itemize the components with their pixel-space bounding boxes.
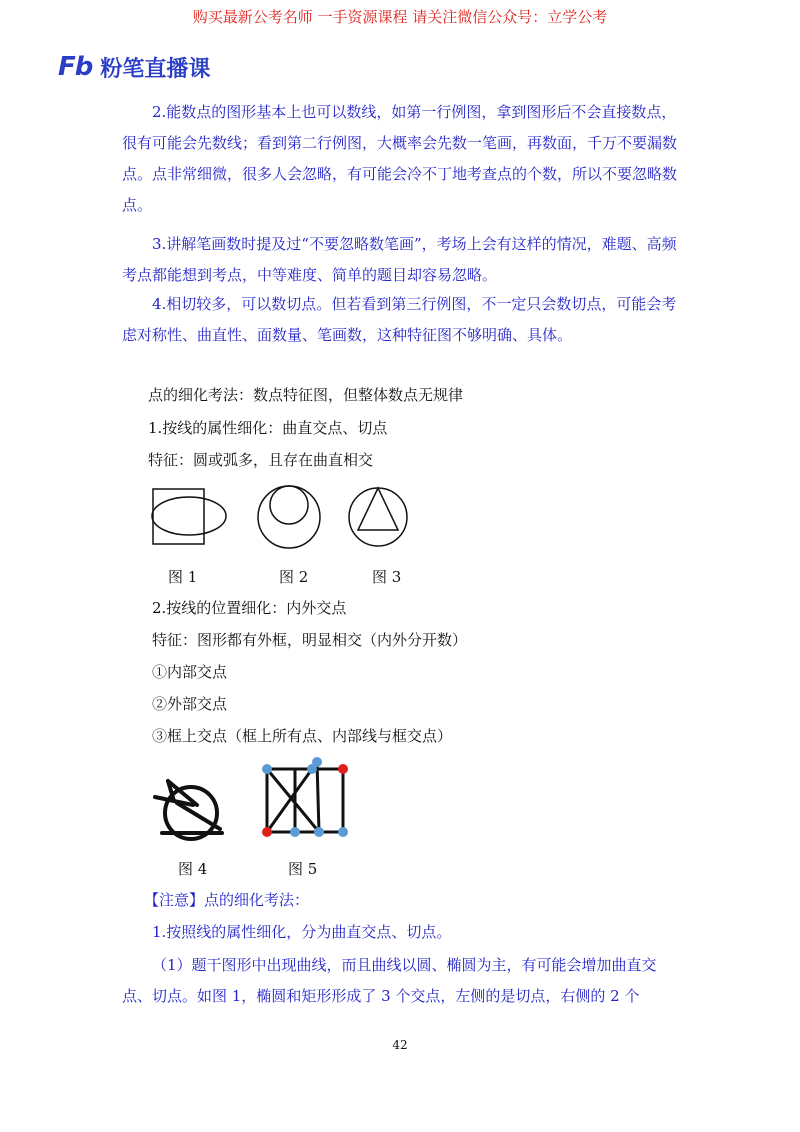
red-dot: [338, 764, 348, 774]
section2-item-3: ③框上交点（框上所有点、内部线与框交点）: [152, 727, 453, 745]
brand-logo: [58, 50, 210, 84]
note-line-1: 1.按照线的属性细化，分为曲直交点、切点。: [152, 923, 452, 941]
blue-dot: [262, 764, 272, 774]
note-title: 【注意】点的细化考法：: [144, 891, 310, 909]
section2-heading: 2.按线的位置细化：内外交点: [152, 599, 347, 617]
brand-name: 粉笔直播课: [100, 56, 211, 82]
note-line-2: （1）题干图形中出现曲线，而且曲线以圆、椭圆为主，有可能会增加曲直交点、切点。如图 1，椭圆和矩形形成了 3 个交点，左侧的是切点，右侧的 2 个: [122, 956, 657, 1005]
section1-feature: 特征：圆或弧多，且存在曲直相交: [148, 451, 374, 469]
red-dot: [262, 827, 272, 837]
promo-banner: 购买最新公考名师 一手资源课程 请关注微信公众号：立学公考: [192, 8, 608, 26]
blue-paragraph-4: 4.相切较多，可以数切点。但若看到第三行例图，不一定只会数切点，可能会考虑对称性、曲直性、面数量、笔画数，这种特征图不够明确、具体。: [122, 295, 677, 344]
section1-intro: 点的细化考法：数点特征图，但整体数点无规律: [148, 386, 464, 404]
caption-figure-3: 图 3: [372, 568, 402, 586]
blue-paragraph-2: 2.能数点的图形基本上也可以数线，如第一行例图，拿到图形后不会直接数点，很有可能会先数线；看到第二行例图，大概率会先数一笔画，再数面，千万不要漏数点。点非常细微，很多人会忽略，有可能会冷不丁地考查点的个数，所以不要忽略数点。: [122, 103, 678, 214]
figure-5: [255, 758, 355, 844]
section2-feature: 特征：图形都有外框，明显相交（内外分开数）: [152, 631, 468, 649]
blue-dot: [307, 764, 317, 774]
figure-4: [150, 775, 230, 841]
fb-logo-mark: Fb: [58, 52, 93, 82]
caption-figure-4: 图 4: [178, 860, 208, 878]
blue-dot: [338, 827, 348, 837]
blue-dot: [314, 827, 324, 837]
figure-3: [346, 484, 412, 550]
section2-item-1: ①内部交点: [152, 663, 228, 681]
blue-dot: [290, 827, 300, 837]
section1-heading: 1.按线的属性细化：曲直交点、切点: [148, 419, 388, 437]
page-number: 42: [392, 1038, 408, 1052]
section2-item-2: ②外部交点: [152, 695, 228, 713]
caption-figure-1: 图 1: [168, 568, 198, 586]
figure-2: [254, 484, 326, 552]
caption-figure-5: 图 5: [288, 860, 318, 878]
figure-1: [150, 486, 230, 548]
blue-paragraph-3: 3.讲解笔画数时提及过“不要忽略数笔画”，考场上会有这样的情况，难题、高频考点都能想到考点，中等难度、简单的题目却容易忽略。: [122, 235, 677, 284]
caption-figure-2: 图 2: [279, 568, 309, 586]
